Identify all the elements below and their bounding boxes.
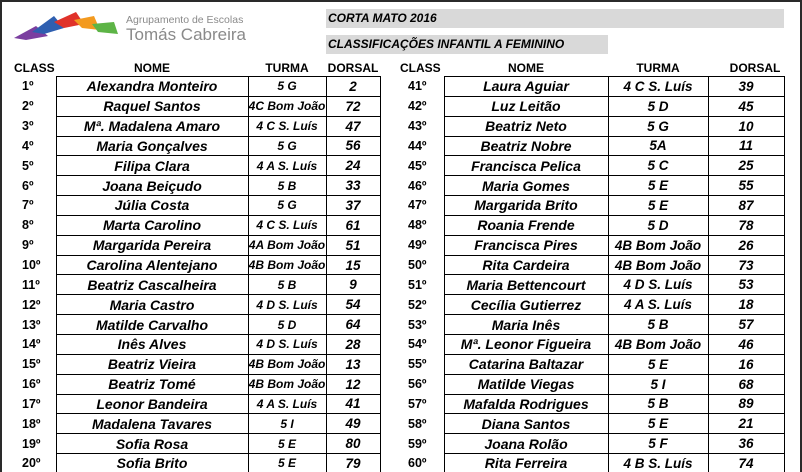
dorsal-cell: 61 (326, 215, 380, 235)
position-cell: 19º (22, 436, 41, 451)
name-cell: Inês Alves (56, 334, 248, 354)
name-cell: Matilde Viegas (444, 374, 608, 394)
header-dorsal-right: DORSAL (729, 61, 781, 75)
dorsal-cell: 79 (326, 454, 380, 472)
table-row (404, 136, 784, 156)
dorsal-cell: 28 (326, 334, 380, 354)
turma-cell: 5 F (608, 434, 708, 454)
position-cell: 5º (22, 158, 34, 173)
table-row (404, 77, 784, 97)
table-row (18, 315, 380, 335)
table-row (18, 116, 380, 136)
dorsal-cell: 64 (326, 315, 380, 335)
name-cell: Francisca Pires (444, 235, 608, 255)
table-row (18, 354, 380, 374)
position-cell: 50º (408, 258, 427, 273)
turma-cell: 5 E (608, 354, 708, 374)
name-cell: Rita Ferreira (444, 454, 608, 472)
dorsal-cell: 46 (708, 334, 784, 354)
dorsal-cell: 47 (326, 116, 380, 136)
position-cell: 53º (408, 317, 427, 332)
turma-cell: 4B Bom João (608, 334, 708, 354)
dorsal-cell: 49 (326, 414, 380, 434)
name-cell: Catarina Baltazar (444, 354, 608, 374)
dorsal-cell: 53 (708, 275, 784, 295)
school-logo (14, 10, 274, 50)
logo-line-2: Tomás Cabreira (126, 25, 246, 44)
name-cell: Madalena Tavares (56, 414, 248, 434)
dorsal-cell: 68 (708, 374, 784, 394)
header-class-right: CLASS (400, 61, 441, 75)
name-cell: Margarida Pereira (56, 235, 248, 255)
turma-cell: 5 G (608, 116, 708, 136)
header-class-left: CLASS (14, 61, 55, 75)
dorsal-cell: 39 (708, 77, 784, 97)
turma-cell: 5 E (608, 414, 708, 434)
turma-cell: 5 C (608, 156, 708, 176)
position-cell: 54º (408, 337, 427, 352)
header-name-left: NOME (134, 61, 170, 75)
position-cell: 16º (22, 377, 41, 392)
name-cell: Margarida Brito (444, 196, 608, 216)
dorsal-cell: 12 (326, 374, 380, 394)
turma-cell: 5 G (248, 77, 326, 97)
table-row (404, 315, 784, 335)
results-table-right (404, 76, 785, 472)
position-cell: 46º (408, 178, 427, 193)
position-cell: 14º (22, 337, 41, 352)
turma-cell: 5 D (248, 315, 326, 335)
logo-mark-icon (14, 10, 124, 50)
table-row (18, 96, 380, 116)
table-row (404, 394, 784, 414)
dorsal-cell: 41 (326, 394, 380, 414)
turma-cell: 4C Bom João (248, 96, 326, 116)
name-cell: Cecília Gutierrez (444, 295, 608, 315)
turma-cell: 5 E (608, 196, 708, 216)
turma-cell: 4 D S. Luís (248, 295, 326, 315)
name-cell: Luz Leitão (444, 96, 608, 116)
dorsal-cell: 80 (326, 434, 380, 454)
table-row (404, 454, 784, 472)
position-cell: 45º (408, 158, 427, 173)
turma-cell: 4B Bom João (608, 255, 708, 275)
header-dorsal-left: DORSAL (327, 61, 379, 75)
position-cell: 60º (408, 456, 427, 471)
position-cell: 48º (408, 218, 427, 233)
name-cell: Leonor Bandeira (56, 394, 248, 414)
table-row (404, 374, 784, 394)
dorsal-cell: 11 (708, 136, 784, 156)
name-cell: Diana Santos (444, 414, 608, 434)
turma-cell: 5 B (248, 176, 326, 196)
dorsal-cell: 26 (708, 235, 784, 255)
position-cell: 8º (22, 218, 34, 233)
table-row (404, 295, 784, 315)
name-cell: Maria Bettencourt (444, 275, 608, 295)
name-cell: Beatriz Vieira (56, 354, 248, 374)
name-cell: Júlia Costa (56, 196, 248, 216)
dorsal-cell: 15 (326, 255, 380, 275)
dorsal-cell: 24 (326, 156, 380, 176)
position-cell: 2º (22, 99, 34, 114)
event-title: CORTA MATO 2016 (326, 9, 784, 28)
position-cell: 12º (22, 297, 41, 312)
table-row (404, 176, 784, 196)
turma-cell: 4 B S. Luís (608, 454, 708, 472)
table-row (18, 275, 380, 295)
position-cell: 7º (22, 198, 34, 213)
results-table-left (18, 76, 381, 472)
turma-cell: 4A Bom João (248, 235, 326, 255)
turma-cell: 4 D S. Luís (248, 334, 326, 354)
name-cell: Maria Gonçalves (56, 136, 248, 156)
position-cell: 18º (22, 416, 41, 431)
position-cell: 51º (408, 277, 427, 292)
table-row (404, 235, 784, 255)
table-row (18, 374, 380, 394)
name-cell: Sofia Brito (56, 454, 248, 472)
table-row (404, 354, 784, 374)
table-row (18, 255, 380, 275)
name-cell: Laura Aguiar (444, 77, 608, 97)
position-cell: 47º (408, 198, 427, 213)
dorsal-cell: 10 (708, 116, 784, 136)
turma-cell: 5 E (248, 434, 326, 454)
turma-cell: 4B Bom João (248, 255, 326, 275)
table-row (18, 215, 380, 235)
table-row (404, 196, 784, 216)
table-row (18, 77, 380, 97)
table-row (18, 454, 380, 472)
name-cell: Alexandra Monteiro (56, 77, 248, 97)
position-cell: 20º (22, 456, 41, 471)
dorsal-cell: 73 (708, 255, 784, 275)
name-cell: Maria Gomes (444, 176, 608, 196)
position-cell: 59º (408, 436, 427, 451)
table-row (404, 215, 784, 235)
turma-cell: 5 E (608, 176, 708, 196)
turma-cell: 5 G (248, 136, 326, 156)
position-cell: 3º (22, 119, 34, 134)
position-cell: 55º (408, 357, 427, 372)
dorsal-cell: 25 (708, 156, 784, 176)
name-cell: Maria Castro (56, 295, 248, 315)
table-row (404, 116, 784, 136)
category-title: CLASSIFICAÇÕES INFANTIL A FEMININO (326, 35, 608, 54)
position-cell: 56º (408, 377, 427, 392)
dorsal-cell: 45 (708, 96, 784, 116)
position-cell: 13º (22, 317, 41, 332)
dorsal-cell: 74 (708, 454, 784, 472)
dorsal-cell: 55 (708, 176, 784, 196)
name-cell: Francisca Pelica (444, 156, 608, 176)
position-cell: 49º (408, 238, 427, 253)
name-cell: Roania Frende (444, 215, 608, 235)
turma-cell: 5 E (248, 454, 326, 472)
name-cell: Matilde Carvalho (56, 315, 248, 335)
name-cell: Sofia Rosa (56, 434, 248, 454)
position-cell: 41º (408, 79, 427, 94)
dorsal-cell: 37 (326, 196, 380, 216)
turma-cell: 4B Bom João (608, 235, 708, 255)
turma-cell: 5A (608, 136, 708, 156)
dorsal-cell: 51 (326, 235, 380, 255)
name-cell: Beatriz Nobre (444, 136, 608, 156)
turma-cell: 4B Bom João (248, 354, 326, 374)
position-cell: 4º (22, 138, 34, 153)
position-cell: 43º (408, 119, 427, 134)
table-row (18, 176, 380, 196)
table-row (18, 136, 380, 156)
turma-cell: 4 A S. Luís (608, 295, 708, 315)
position-cell: 17º (22, 396, 41, 411)
dorsal-cell: 72 (326, 96, 380, 116)
turma-cell: 5 I (608, 374, 708, 394)
name-cell: Filipa Clara (56, 156, 248, 176)
table-row (404, 434, 784, 454)
name-cell: Raquel Santos (56, 96, 248, 116)
dorsal-cell: 13 (326, 354, 380, 374)
table-row (404, 255, 784, 275)
table-row (18, 434, 380, 454)
name-cell: Carolina Alentejano (56, 255, 248, 275)
table-row (404, 275, 784, 295)
turma-cell: 4 C S. Luís (248, 116, 326, 136)
position-cell: 11º (22, 277, 40, 292)
table-row (404, 334, 784, 354)
dorsal-cell: 57 (708, 315, 784, 335)
logo-line-1: Agrupamento de Escolas (126, 14, 244, 26)
name-cell: Mª. Leonor Figueira (444, 334, 608, 354)
table-row (404, 414, 784, 434)
turma-cell: 4 A S. Luís (248, 156, 326, 176)
turma-cell: 4 C S. Luís (608, 77, 708, 97)
turma-cell: 5 G (248, 196, 326, 216)
turma-cell: 4 D S. Luís (608, 275, 708, 295)
position-cell: 9º (22, 238, 34, 253)
position-cell: 15º (22, 357, 41, 372)
name-cell: Beatriz Neto (444, 116, 608, 136)
position-cell: 44º (408, 138, 427, 153)
table-row (18, 394, 380, 414)
header-turma-right: TURMA (636, 61, 680, 75)
name-cell: Mª. Madalena Amaro (56, 116, 248, 136)
position-cell: 10º (22, 258, 41, 273)
name-cell: Joana Beiçudo (56, 176, 248, 196)
turma-cell: 5 B (608, 315, 708, 335)
name-cell: Beatriz Tomé (56, 374, 248, 394)
name-cell: Maria Inês (444, 315, 608, 335)
position-cell: 42º (408, 99, 427, 114)
turma-cell: 5 D (608, 96, 708, 116)
table-row (18, 334, 380, 354)
dorsal-cell: 36 (708, 434, 784, 454)
name-cell: Mafalda Rodrigues (444, 394, 608, 414)
position-cell: 58º (408, 416, 427, 431)
dorsal-cell: 18 (708, 295, 784, 315)
dorsal-cell: 56 (326, 136, 380, 156)
table-row (18, 196, 380, 216)
table-row (404, 156, 784, 176)
dorsal-cell: 9 (326, 275, 380, 295)
turma-cell: 4 C S. Luís (248, 215, 326, 235)
turma-cell: 4 A S. Luís (248, 394, 326, 414)
position-cell: 57º (408, 396, 427, 411)
dorsal-cell: 87 (708, 196, 784, 216)
dorsal-cell: 16 (708, 354, 784, 374)
table-row (18, 414, 380, 434)
table-row (18, 156, 380, 176)
name-cell: Beatriz Cascalheira (56, 275, 248, 295)
dorsal-cell: 33 (326, 176, 380, 196)
position-cell: 6º (22, 178, 34, 193)
name-cell: Joana Rolão (444, 434, 608, 454)
position-cell: 1º (22, 79, 34, 94)
header-turma-left: TURMA (265, 61, 309, 75)
header-name-right: NOME (508, 61, 544, 75)
turma-cell: 4B Bom João (248, 374, 326, 394)
table-row (18, 295, 380, 315)
dorsal-cell: 2 (326, 77, 380, 97)
turma-cell: 5 I (248, 414, 326, 434)
dorsal-cell: 89 (708, 394, 784, 414)
position-cell: 52º (408, 297, 427, 312)
turma-cell: 5 D (608, 215, 708, 235)
dorsal-cell: 21 (708, 414, 784, 434)
name-cell: Rita Cardeira (444, 255, 608, 275)
dorsal-cell: 54 (326, 295, 380, 315)
turma-cell: 5 B (248, 275, 326, 295)
table-row (404, 96, 784, 116)
table-row (18, 235, 380, 255)
turma-cell: 5 B (608, 394, 708, 414)
dorsal-cell: 78 (708, 215, 784, 235)
name-cell: Marta Carolino (56, 215, 248, 235)
